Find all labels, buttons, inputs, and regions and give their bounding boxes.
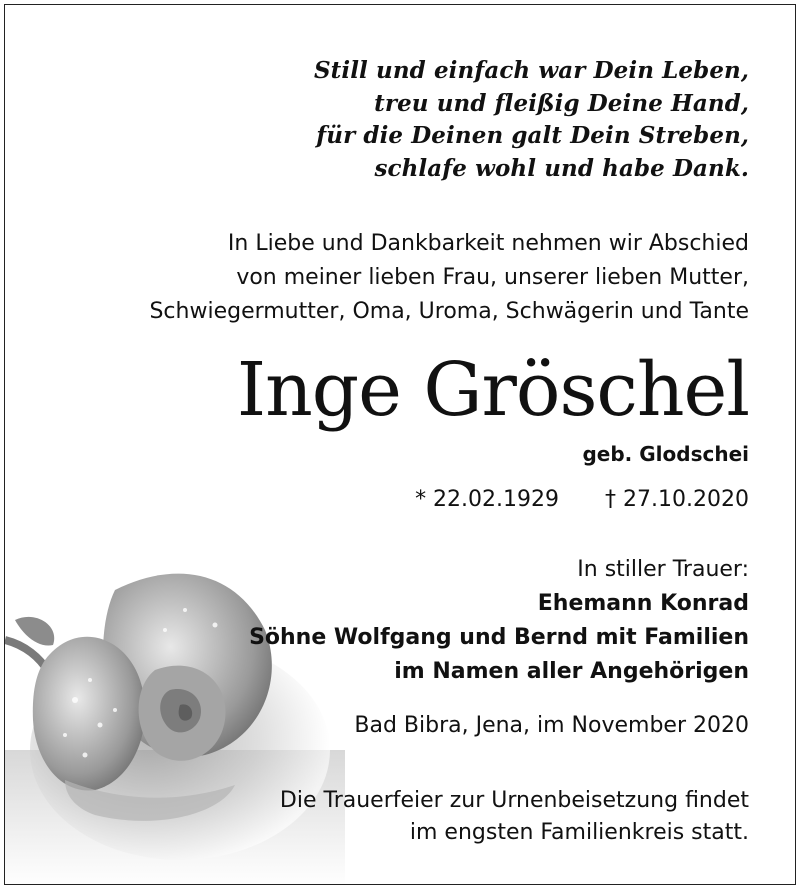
place-date: Bad Bibra, Jena, im November 2020 <box>354 713 749 738</box>
intro-line: In Liebe und Dankbarkeit nehmen wir Abschied <box>227 231 749 256</box>
mourners-heading: In stiller Trauer: <box>577 557 749 582</box>
service-line: Die Trauerfeier zur Urnenbeisetzung findet <box>279 788 749 813</box>
maiden-name: geb. Glodschei <box>582 442 749 466</box>
poem-line: Still und einfach war Dein Leben, <box>313 57 749 84</box>
death-date: † 27.10.2020 <box>605 487 749 512</box>
life-dates <box>249 487 749 512</box>
service-note <box>149 785 749 849</box>
mourner-line: im Namen aller Angehörigen <box>394 659 749 684</box>
service-line: im engsten Familienkreis statt. <box>409 820 749 845</box>
poem-line: treu und fleißig Deine Hand, <box>374 89 749 117</box>
deceased-name: Inge Gröschel <box>236 347 749 433</box>
mourner-line: Ehemann Konrad <box>537 591 749 616</box>
poem-line: schlafe wohl und habe Dank. <box>374 154 749 182</box>
poem <box>189 55 749 185</box>
mourner-line: Söhne Wolfgang und Bernd mit Familien <box>249 625 749 650</box>
birth-date: * 22.02.1929 <box>415 487 560 512</box>
intro-line: Schwiegermutter, Oma, Uroma, Schwägerin und Tante <box>149 299 749 324</box>
mourners <box>149 553 749 689</box>
poem-line: für die Deinen galt Dein Streben, <box>316 122 749 149</box>
intro-text <box>49 227 749 329</box>
obituary-card <box>4 4 796 885</box>
intro-line: von meiner lieben Frau, unserer lieben Mutter, <box>236 265 749 290</box>
